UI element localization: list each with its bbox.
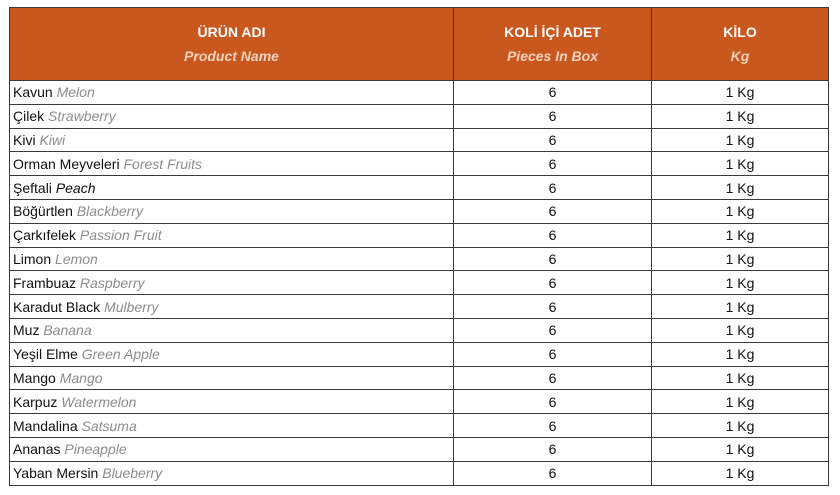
product-name-tr: Şeftali xyxy=(13,179,52,196)
table-row xyxy=(10,199,829,223)
product-name-tr: Ananas xyxy=(13,441,61,458)
product-name-tr: Kivi xyxy=(13,131,36,148)
table-row xyxy=(10,176,829,200)
product-name-tr: Mango xyxy=(13,369,56,386)
pieces-cell: 6 xyxy=(454,390,652,414)
product-name-cell xyxy=(10,128,454,152)
product-name-en: Banana xyxy=(43,322,92,339)
pieces-cell: 6 xyxy=(454,104,652,128)
product-name-en: Raspberry xyxy=(79,274,145,291)
product-name-cell xyxy=(10,223,454,247)
product-name-tr: Yaban Mersin xyxy=(13,465,99,482)
kilo-cell: 1 Kg xyxy=(652,128,829,152)
table-row xyxy=(10,390,829,414)
kilo-cell: 1 Kg xyxy=(652,247,829,271)
header-kilo-en: Kg xyxy=(730,48,750,64)
kilo-cell: 1 Kg xyxy=(652,199,829,223)
pieces-cell: 6 xyxy=(454,247,652,271)
product-name-tr: Orman Meyveleri xyxy=(13,155,120,172)
product-name-tr: Karadut Black xyxy=(13,298,101,315)
table-header xyxy=(10,8,829,81)
pieces-cell: 6 xyxy=(454,295,652,319)
header-product-name xyxy=(10,8,454,81)
kilo-cell: 1 Kg xyxy=(652,390,829,414)
product-name-cell xyxy=(10,176,454,200)
product-name-cell xyxy=(10,271,454,295)
pieces-cell: 6 xyxy=(454,152,652,176)
product-name-tr: Kavun xyxy=(13,84,53,101)
kilo-cell: 1 Kg xyxy=(652,152,829,176)
header-row xyxy=(10,8,829,81)
pieces-cell: 6 xyxy=(454,199,652,223)
table-row xyxy=(10,342,829,366)
kilo-cell: 1 Kg xyxy=(652,437,829,461)
product-name-en: Mango xyxy=(59,369,103,386)
pieces-cell: 6 xyxy=(454,128,652,152)
product-name-cell xyxy=(10,152,454,176)
product-name-cell xyxy=(10,81,454,105)
pieces-cell: 6 xyxy=(454,223,652,247)
table-row xyxy=(10,81,829,105)
kilo-cell: 1 Kg xyxy=(652,176,829,200)
product-name-en: Kiwi xyxy=(39,131,66,148)
table-row xyxy=(10,247,829,271)
header-kilo-tr: KİLO xyxy=(723,24,757,40)
product-name-tr: Çilek xyxy=(13,108,45,125)
product-name-en: Strawberry xyxy=(48,108,116,125)
kilo-cell: 1 Kg xyxy=(652,461,829,485)
pieces-cell: 6 xyxy=(454,176,652,200)
product-name-en: Pineapple xyxy=(64,441,127,458)
product-name-en: Mulberry xyxy=(104,298,159,315)
kilo-cell: 1 Kg xyxy=(652,295,829,319)
product-table-container xyxy=(9,7,829,486)
product-name-cell xyxy=(10,437,454,461)
pieces-cell: 6 xyxy=(454,366,652,390)
product-name-en: Passion Fruit xyxy=(79,227,162,244)
product-name-cell xyxy=(10,199,454,223)
product-name-en: Blueberry xyxy=(102,465,163,482)
product-name-cell xyxy=(10,414,454,438)
product-name-tr: Mandalina xyxy=(13,417,78,434)
kilo-cell: 1 Kg xyxy=(652,81,829,105)
product-name-en: Blackberry xyxy=(76,203,143,220)
table-body xyxy=(10,81,829,486)
kilo-cell: 1 Kg xyxy=(652,104,829,128)
product-name-tr: Muz xyxy=(13,322,40,339)
kilo-cell: 1 Kg xyxy=(652,318,829,342)
product-name-cell xyxy=(10,366,454,390)
kilo-cell: 1 Kg xyxy=(652,342,829,366)
product-name-tr: Çarkıfelek xyxy=(13,227,77,244)
product-name-cell xyxy=(10,318,454,342)
product-name-en: Peach xyxy=(55,179,96,196)
product-name-tr: Yeşil Elme xyxy=(13,346,78,363)
kilo-cell: 1 Kg xyxy=(652,223,829,247)
header-kilo xyxy=(652,8,829,81)
product-name-tr: Böğürtlen xyxy=(13,203,73,220)
pieces-cell: 6 xyxy=(454,342,652,366)
table-row xyxy=(10,128,829,152)
pieces-cell: 6 xyxy=(454,414,652,438)
product-name-cell xyxy=(10,247,454,271)
table-row xyxy=(10,104,829,128)
kilo-cell: 1 Kg xyxy=(652,414,829,438)
product-name-cell xyxy=(10,390,454,414)
product-name-cell xyxy=(10,104,454,128)
product-name-cell xyxy=(10,295,454,319)
product-name-en: Melon xyxy=(56,84,95,101)
product-name-en: Watermelon xyxy=(61,393,137,410)
table-row xyxy=(10,437,829,461)
table-row xyxy=(10,461,829,485)
table-row xyxy=(10,295,829,319)
product-table xyxy=(9,7,829,486)
product-name-en: Forest Fruits xyxy=(123,155,203,172)
pieces-cell: 6 xyxy=(454,461,652,485)
header-product-name-tr: ÜRÜN ADI xyxy=(197,24,266,40)
pieces-cell: 6 xyxy=(454,318,652,342)
header-pieces-in-box xyxy=(454,8,652,81)
table-row xyxy=(10,271,829,295)
product-name-tr: Limon xyxy=(13,250,52,267)
pieces-cell: 6 xyxy=(454,271,652,295)
product-name-tr: Karpuz xyxy=(13,393,58,410)
header-pieces-in-box-tr: KOLİ İÇİ ADET xyxy=(504,24,601,40)
pieces-cell: 6 xyxy=(454,437,652,461)
table-row xyxy=(10,152,829,176)
product-name-cell xyxy=(10,342,454,366)
table-row xyxy=(10,366,829,390)
table-row xyxy=(10,414,829,438)
header-product-name-en: Product Name xyxy=(184,48,279,64)
header-pieces-in-box-en: Pieces In Box xyxy=(506,48,599,64)
product-name-cell xyxy=(10,461,454,485)
product-name-en: Lemon xyxy=(55,250,98,267)
kilo-cell: 1 Kg xyxy=(652,271,829,295)
product-name-en: Satsuma xyxy=(81,417,137,434)
pieces-cell: 6 xyxy=(454,81,652,105)
kilo-cell: 1 Kg xyxy=(652,366,829,390)
table-row xyxy=(10,318,829,342)
product-name-tr: Frambuaz xyxy=(13,274,77,291)
product-name-en: Green Apple xyxy=(81,346,160,363)
table-row xyxy=(10,223,829,247)
